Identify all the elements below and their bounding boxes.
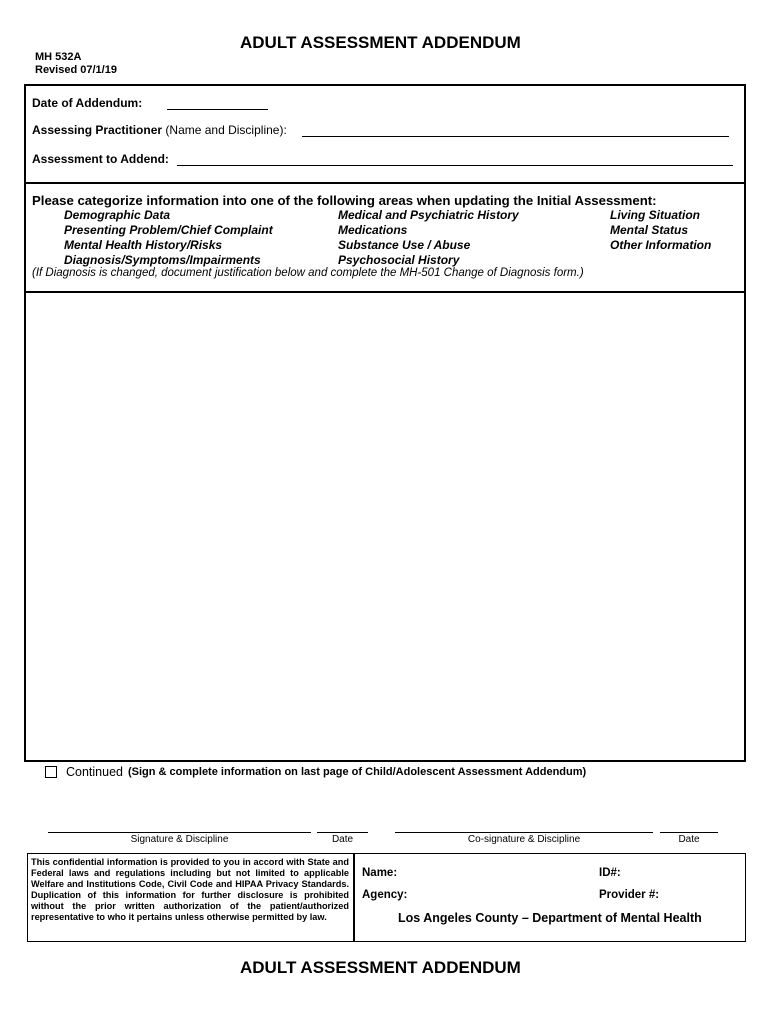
section-divider	[24, 182, 746, 184]
category-item: Presenting Problem/Chief Complaint	[64, 223, 273, 237]
cosignature-date-caption: Date	[678, 834, 700, 845]
cosignature-caption: Co-signature & Discipline	[467, 834, 581, 845]
category-item: Medical and Psychiatric History	[338, 208, 519, 222]
category-item: Medications	[338, 223, 408, 237]
cosignature-date-line[interactable]	[660, 832, 718, 833]
signature-line[interactable]	[48, 832, 311, 833]
assessing-practitioner-field[interactable]	[302, 136, 729, 137]
date-of-addendum-label: Date of Addendum:	[32, 96, 143, 110]
categories-col3	[610, 208, 711, 253]
category-item: Substance Use / Abuse	[338, 238, 471, 252]
category-item: Psychosocial History	[338, 253, 460, 267]
footer-title: ADULT ASSESSMENT ADDENDUM	[240, 958, 521, 977]
confidentiality-notice: This confidential information is provided to you in accord with State and Federal laws and regulations including but not limited to applicable Welfare and Institutions Code, Civil Code and HIPAA Privacy Standards. Duplication of this information for further disclosure is prohibited without the prior written authorization of the patient/authorized representative to who it pertains unless otherwise permitted by law.	[31, 857, 349, 922]
categories-col2	[338, 208, 519, 268]
form-number: MH 532A	[35, 51, 82, 63]
assessing-practitioner-note: (Name and Discipline):	[165, 123, 287, 137]
category-item: Mental Status	[610, 223, 689, 237]
form-title: ADULT ASSESSMENT ADDENDUM	[240, 33, 521, 52]
signature-caption: Signature & Discipline	[130, 834, 229, 845]
department-name: Los Angeles County – Department of Mental Health	[398, 911, 702, 925]
assessing-practitioner-label: Assessing Practitioner	[32, 123, 163, 137]
category-item: Diagnosis/Symptoms/Impairments	[64, 253, 261, 267]
assessment-to-addend-field[interactable]	[177, 165, 733, 166]
date-of-addendum-field[interactable]	[167, 109, 268, 110]
provider-number-label: Provider #:	[599, 889, 660, 901]
confidentiality-box	[27, 853, 354, 942]
signature-date-caption: Date	[331, 834, 354, 845]
signature-date-line[interactable]	[317, 832, 368, 833]
agency-label: Agency:	[362, 889, 408, 901]
client-name-label: Name:	[362, 867, 398, 879]
assessment-notes-area[interactable]	[26, 293, 744, 760]
category-item: Mental Health History/Risks	[64, 238, 223, 252]
continued-note: (Sign & complete information on last page of Child/Adolescent Assessment Addendum)	[128, 766, 587, 778]
assessing-practitioner-row	[32, 123, 287, 137]
categories-heading: Please categorize information into one of the following areas when updating the Initial Assessment:	[32, 193, 657, 208]
diagnosis-change-note: (If Diagnosis is changed, document justification below and complete the MH-501 Change of Diagnosis form.)	[32, 267, 584, 279]
category-item: Other Information	[610, 238, 712, 252]
client-info-box	[354, 853, 746, 942]
client-id-label: ID#:	[599, 867, 621, 879]
continued-checkbox[interactable]	[45, 766, 57, 778]
categories-col1	[64, 208, 273, 268]
continued-label: Continued	[66, 765, 123, 779]
cosignature-line[interactable]	[395, 832, 653, 833]
form-revised-date: Revised 07/1/19	[35, 64, 117, 76]
category-item: Demographic Data	[64, 208, 171, 222]
category-item: Living Situation	[610, 208, 700, 222]
assessment-to-addend-label: Assessment to Addend:	[32, 152, 169, 166]
